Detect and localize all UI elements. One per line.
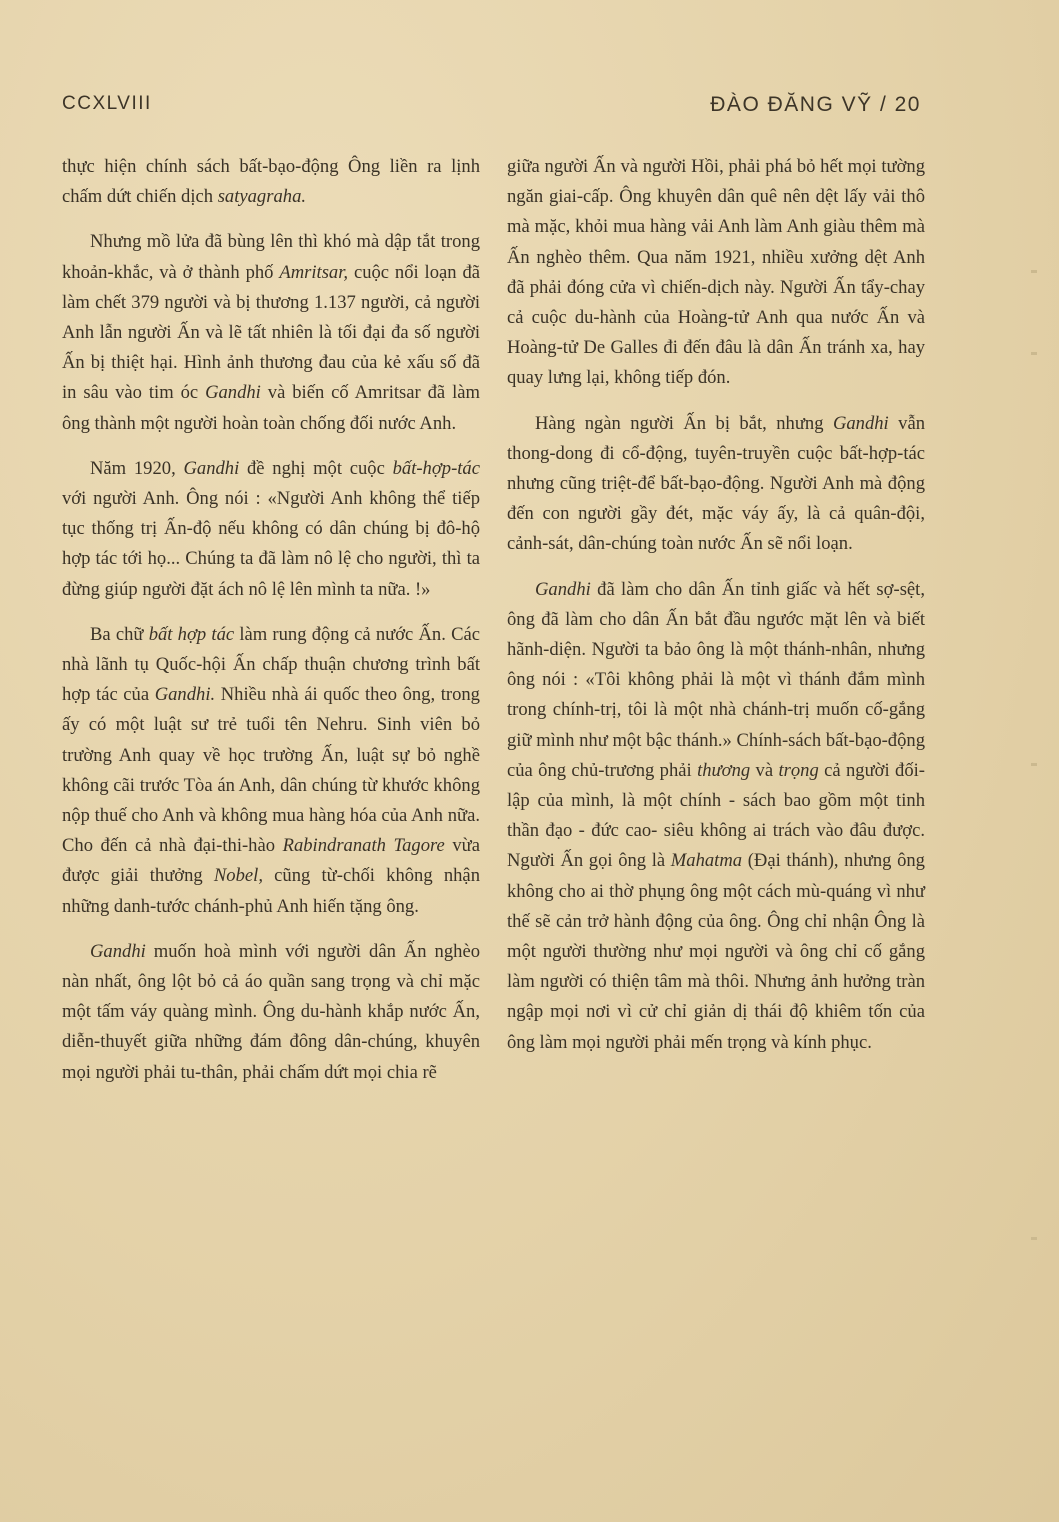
paragraph xyxy=(62,227,480,438)
text-run: Nhưng mồ lửa đã bùng lên thì khó mà dập tắt trong khoản-khắc, và ở thành phố xyxy=(62,231,480,283)
italic-run: Amritsar, xyxy=(279,261,349,283)
italic-run: thương xyxy=(697,759,751,781)
paragraph xyxy=(62,620,480,922)
running-head: ĐÀO ĐĂNG VỸ / 20 xyxy=(710,93,921,116)
text-run: vẫn thong-dong đi cổ-động, tuyên-truyền cuộc bất-hợp-tác nhưng cũng triệt-để bất-bạo-động. Người Anh mà động đến con người gầy đét, mặc váy ấy, là cả quân-đội, cảnh-sát, dân-chúng toàn nước Ấn sẽ nổi loạn. xyxy=(507,412,925,555)
text-run: (Đại thánh), nhưng ông không cho ai thờ phụng ông một cách mù-quáng vì như thế sẽ cản trở hành động của ông. Ông chỉ nhận Ông là một người thường như mọi người và ông chỉ cố gắng làm người có thiện tâm mà thôi. Nhưng ảnh hưởng tràn ngập mọi nơi vì cử chỉ giản dị thái độ khiêm tốn của ông làm mọi người phải mến trọng và kính phục. xyxy=(507,850,925,1053)
text-run: và biến cố Amritsar đã làm ông thành một người hoàn toàn chống đối nước Anh. xyxy=(62,382,480,434)
italic-run: Gandhi xyxy=(90,940,146,962)
paragraph xyxy=(62,454,480,605)
paragraph xyxy=(507,152,925,394)
text-column-right xyxy=(507,152,925,1073)
text-run: Nhiều nhà ái quốc theo ông, trong ấy có một luật sư trẻ tuổi tên Nehru. Sinh viên bỏ trường Anh quay về học trường Ấn, luật sự bỏ nghề không cãi trước Tòa án Anh, dân chúng từ khước không nộp thuế cho Anh và không mua hàng hóa của Anh nữa. Cho đến cả nhà đại-thi-hào xyxy=(62,684,480,857)
italic-run: satyagraha. xyxy=(217,186,307,208)
text-run: Năm 1920, xyxy=(90,457,184,479)
text-run: và xyxy=(750,759,779,781)
paragraph xyxy=(507,409,925,560)
text-run: đã làm cho dân Ấn tỉnh giấc và hết sợ-sệt, ông đã làm cho dân Ấn bắt đầu ngước mặt lên và biết hãnh-diện. Người ta bảo ông là một thánh-nhân, nhưng ông nói : «Tôi không phải là một vì thánh đắm mình trong chính-trị, tôi là một nhà chánh-trị muốn cố-gắng giữ mình như một bậc thánh.» Chính-sách bất-bạo-động của ông chủ-trương phải xyxy=(507,578,925,781)
edge-smudge xyxy=(1031,352,1037,355)
text-run: Ba chữ xyxy=(90,623,149,645)
edge-smudge xyxy=(1031,763,1037,766)
edge-smudge xyxy=(1031,270,1037,273)
paragraph xyxy=(62,152,480,212)
text-run: muốn hoà mình với người dân Ấn nghèo nàn nhất, ông lột bỏ cả áo quần sang trọng và chỉ mặc một tấm váy quàng mình. Ông du-hành khắp nước Ấn, diễn-thuyết giữa những đám đông dân-chúng, khuyên mọi người phải tu-thân, phải chấm dứt mọi chia rẽ xyxy=(62,940,480,1083)
italic-run: Gandhi xyxy=(832,412,889,434)
italic-run: bất-hợp-tác xyxy=(392,457,480,479)
text-run: đề nghị một cuộc xyxy=(239,457,393,479)
page-folio: CCXLVIII xyxy=(62,93,152,114)
text-run: cả người đối-lập của mình, là một chính - sách bao gồm một tinh thần đạo - đức cao- siêu không ai trách vào đâu được. Người Ấn gọi ông là xyxy=(507,759,925,872)
text-run: với người Anh. Ông nói : «Người Anh không thể tiếp tục thống trị Ấn-độ nếu không có dân chúng bị đô-hộ hợp tác tới họ... Chúng ta đã làm nô lệ cho người, thì ta đừng giúp người đặt ách nô lệ lên mình ta nữa. !» xyxy=(62,488,480,600)
paragraph xyxy=(507,575,925,1058)
italic-run: Mahatma xyxy=(670,850,743,872)
text-run: thực hiện chính sách bất-bạo-động Ông liền ra lịnh chấm dứt chiến dịch xyxy=(62,156,480,208)
italic-run: Gandhi. xyxy=(154,684,216,706)
paragraph xyxy=(62,937,480,1088)
edge-smudge xyxy=(1031,1237,1037,1240)
page-header xyxy=(62,93,921,127)
text-run: giữa người Ấn và người Hồi, phải phá bỏ hết mọi tường ngăn giai-cấp. Ông khuyên dân quê nên dệt lấy vải thô mà mặc, khỏi mua hàng vải Anh làm Anh giàu thêm mà Ấn nghèo thêm. Qua năm 1921, nhiều xưởng dệt Anh đã phải đóng cửa vì chiến-dịch này. Người Ấn tẩy-chay cả cuộc du-hành của Hoàng-tử Anh qua nước Ấn và Hoàng-tử De Galles đi đến đâu là dân Ấn tránh xa, hay quay lưng lại, không tiếp đón. xyxy=(507,156,925,389)
italic-run: Gandhi xyxy=(535,578,591,600)
text-run: Hàng ngàn người Ấn bị bắt, nhưng xyxy=(535,412,833,434)
italic-run: Rabindranath Tagore xyxy=(282,835,445,857)
text-run: cuộc nổi loạn đã làm chết 379 người và bị thương 1.137 người, cả người Anh lẫn người Ấn và lẽ tất nhiên là tối đại đa số người Ấn bị thiệt hại. Hình ảnh thương đau của kẻ xấu số đã in sâu vào tim óc xyxy=(62,261,480,404)
italic-run: Gandhi xyxy=(205,382,261,404)
text-run: cũng từ-chối không nhận những danh-tước chánh-phủ Anh hiến tặng ông. xyxy=(62,865,480,917)
text-column-left xyxy=(62,152,480,1103)
italic-run: Gandhi xyxy=(183,457,240,479)
text-run: làm rung động cả nước Ấn. Các nhà lãnh tụ Quốc-hội Ấn chấp thuận chương trình bất hợp tác của xyxy=(62,623,480,706)
italic-run: bất hợp tác xyxy=(148,623,235,645)
text-run: vừa được giải thưởng xyxy=(62,835,481,887)
italic-run: Nobel, xyxy=(213,865,263,887)
italic-run: trọng xyxy=(778,759,819,781)
